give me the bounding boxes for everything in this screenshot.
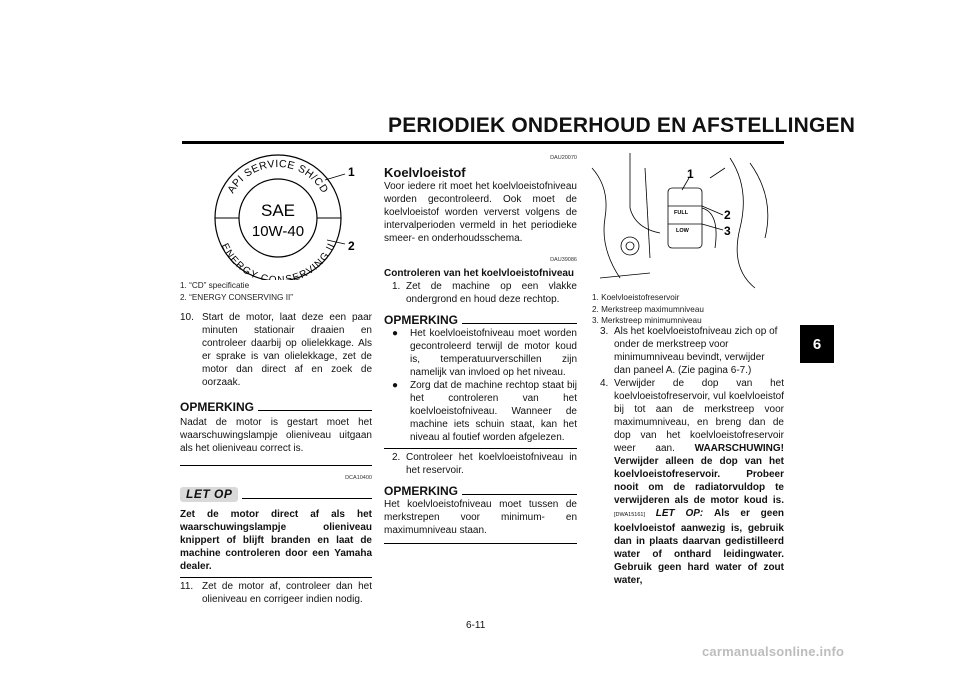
step-text: Controleer het koelvloeistofniveau in het reservoir. (406, 452, 577, 476)
note-bullet (384, 379, 577, 444)
step-2 (384, 451, 577, 477)
svg-text:ENERGY CONSERVING II (218, 242, 337, 280)
right-column (592, 325, 784, 587)
note-heading (384, 314, 577, 327)
caution-label: LET OP (180, 487, 238, 502)
caption-item: 1. Koelvloeistofreservoir (592, 293, 680, 302)
subsection-code: DAU39086 (550, 257, 577, 263)
step-number: 2. (392, 452, 401, 463)
step-number: 10. (180, 312, 194, 323)
bullet-dot: ● (392, 328, 399, 339)
note-heading-label: OPMERKING (384, 484, 459, 498)
seal-top-text: API SERVICE SH/CD (225, 157, 331, 196)
step-1 (384, 280, 577, 306)
section-code: DAU20070 (550, 155, 577, 161)
callout-3: 3 (724, 224, 731, 238)
seal-sae-text: SAE (260, 201, 296, 220)
caution-text: Zet de motor direct af als het waarschuwingslampje olieniveau knippert of blijft branden en laat de machine controleren door een Yamaha dealer. (180, 509, 372, 572)
callout-2: 2 (724, 208, 731, 222)
page-number: 6-11 (466, 620, 486, 631)
header-rule (182, 141, 784, 144)
middle-column (384, 152, 577, 544)
note-heading (180, 401, 372, 414)
callout-1: 1 (687, 167, 694, 181)
caption-item: 3. Merkstreep minimumniveau (592, 316, 702, 325)
note-text: Nadat de motor is gestart moet het waarschuwingslampje olieniveau uitgaan als het olieniveau correct is. (180, 417, 372, 454)
step-text: Als het koelvloeistofniveau zich op of onder de merkstreep voor minimumniveau bevindt, verwijder dan paneel A. (Zie pagina 6-7.) (614, 326, 778, 376)
left-figure-captions (180, 280, 375, 303)
low-mark-label: LOW (676, 228, 689, 234)
step-4-text: Verwijder de dop van het koelvloeistofreservoir, vul koelvloeistof bij tot aan de merkstreep voor maximumniveau, en breng dan de dop van het koelvloeistofreservoir weer aan. (614, 378, 784, 454)
caption-item: 2. Merkstreep maximumniveau (592, 304, 704, 314)
step-text: Start de motor, laat deze een paar minuten stationair draaien en controleer daarbij op olielekkage. Als er sprake is van olielekkage, zet de motor dan direct af en zoek de oorzaak. (202, 312, 372, 388)
caption-item: 2. “ENERGY CONSERVING II” (180, 292, 293, 302)
note-bullet (384, 327, 577, 379)
caution-code: DCA10400 (345, 475, 372, 481)
warning-text: WAARSCHUWING! Verwijder alleen de dop van het koelvloeistofreservoir. Probeer nooit om de radiatorvuldop te verwijderen als de motor koud is. (614, 443, 785, 506)
coolant-reservoir-figure (590, 148, 780, 290)
bullet-text: Het koelvloeistofniveau moet worden gecontroleerd terwijl de motor koud is, temperatuurverschillen zijn namelijk van invloed op het niveau. (410, 328, 577, 378)
section-intro: Voor iedere rit moet het koelvloeistofniveau worden gecontroleerd. Ook moet de koelvloeistof worden ververst volgens de intervalperioden vermeld in het periodieke smeer- en onderhoudsschema. (384, 181, 577, 244)
step-11 (180, 580, 372, 606)
step-number: 1. (392, 281, 401, 292)
subsection-title: Controleren van het koelvloeistofniveau (384, 268, 575, 279)
step-3 (592, 325, 784, 377)
step-number: 3. (600, 326, 609, 337)
step-text (614, 377, 784, 587)
bullet-dot: ● (392, 380, 399, 391)
chapter-tab: 6 (800, 325, 834, 363)
section-title: Koelvloeistof (384, 165, 466, 180)
callout-2: 2 (348, 239, 355, 253)
left-column (180, 311, 372, 606)
step-text: Zet de motor af, controleer dan het olieniveau en corrigeer indien nodig. (202, 581, 372, 605)
page-header-title: PERIODIEK ONDERHOUD EN AFSTELLINGEN (388, 114, 856, 137)
caption-item: 1. “CD” specificatie (180, 281, 250, 290)
note-heading-label: OPMERKING (180, 400, 255, 414)
step-text: Zet de machine op een vlakke ondergrond en houd deze rechtop. (406, 281, 577, 305)
step-4 (592, 377, 784, 587)
step-number: 4. (600, 378, 609, 389)
warning-code: [DWA15161] (614, 512, 645, 518)
note-heading (384, 485, 577, 498)
svg-text:API SERVICE SH/CD (225, 158, 330, 196)
full-mark-label: FULL (674, 210, 689, 216)
seal-grade-text: 10W-40 (251, 223, 305, 240)
bullet-text: Zorg dat de machine rechtop staat bij het controleren van het koelvloeistofniveau. Wanneer de machine iets schuin staat, kan het niveau al foutief worden afgelezen. (410, 380, 577, 443)
callout-1: 1 (348, 165, 355, 179)
step-number: 11. (180, 581, 194, 592)
oil-label-figure (205, 148, 370, 280)
letop-text: Als er geen koelvloeistof aanwezig is, gebruik dan in plaats daarvan gedistilleerd water of onthard leidingwater. Gebruik geen hard water of zout water, (614, 508, 784, 586)
step-10 (180, 311, 372, 389)
right-figure-captions (592, 292, 782, 327)
letop-label: LET OP: (655, 508, 704, 519)
footer-watermark: carmanualsonline.info (702, 644, 845, 659)
seal-bottom-text: ENERGY C SERVING II (218, 241, 338, 280)
note-heading-label: OPMERKING (384, 313, 459, 327)
caution-heading (180, 487, 372, 502)
note-text: Het koelvloeistofniveau moet tussen de merkstrepen voor minimum- en maximumniveau staan. (384, 499, 577, 536)
